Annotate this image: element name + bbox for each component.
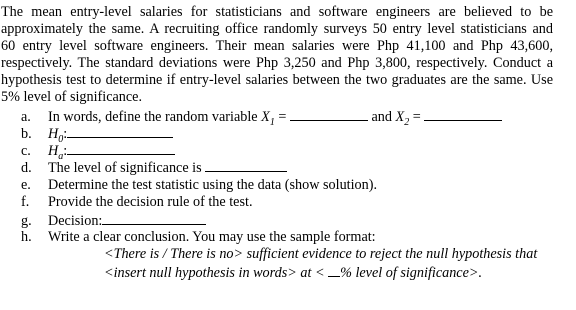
- item-letter: b.: [21, 126, 32, 142]
- item-text: Decision:: [48, 213, 103, 229]
- equals-sign: =: [409, 109, 421, 125]
- item-a: [21, 108, 502, 126]
- item-text: The level of significance is: [48, 160, 202, 176]
- equals-sign: =: [274, 109, 287, 125]
- item-text: Determine the test statistic using the data (show solution).: [48, 177, 378, 193]
- sample-format-text: <insert null hypothesis in words> at <: [104, 265, 329, 281]
- alt-hypothesis-symbol: $H_a$: [48, 143, 64, 162]
- item-g: [21, 212, 206, 230]
- item-text: Write a clear conclusion. You may use the sample format:: [48, 229, 376, 245]
- item-letter: d.: [21, 160, 32, 176]
- and-text: and: [367, 109, 396, 125]
- answer-blank-h0[interactable]: [67, 125, 173, 138]
- item-f: [21, 194, 253, 211]
- answer-blank-decision[interactable]: [102, 212, 206, 225]
- colon: :: [63, 143, 68, 159]
- paragraph-line: respectively. The standard deviations were Php 3,250 and Php 3,800, respectively. Conduct a: [1, 55, 553, 71]
- paragraph-line: The mean entry-level salaries for statisticians and software engineers are believed to be: [1, 4, 553, 20]
- sample-format-line-1: <There is / There is no> sufficient evidence to reject the null hypothesis that: [104, 246, 538, 262]
- item-c: [21, 142, 175, 160]
- item-b: [21, 125, 173, 143]
- item-e: [21, 177, 377, 194]
- item-letter: e.: [21, 177, 31, 193]
- item-letter: c.: [21, 143, 31, 159]
- answer-blank-x1[interactable]: [290, 108, 368, 121]
- item-text: Provide the decision rule of the test.: [48, 194, 253, 210]
- paragraph-line: 60 entry level software engineers. Their mean salaries were Php 41,100 and Php 43,600,: [1, 38, 553, 54]
- answer-blank-significance[interactable]: [205, 159, 287, 172]
- paragraph-line: approximately the same. A recruiting office randomly surveys 50 entry level statisticians and: [1, 21, 553, 37]
- item-letter: f.: [21, 194, 30, 210]
- item-letter: g.: [21, 213, 32, 229]
- sample-format-line-2: [104, 264, 482, 282]
- item-letter: h.: [21, 229, 32, 245]
- problem-paragraph: [1, 4, 553, 106]
- variable-x2: $X_2$: [395, 109, 410, 128]
- answer-blank-percent[interactable]: [328, 264, 340, 277]
- answer-blank-ha[interactable]: [67, 142, 175, 155]
- item-d: [21, 159, 287, 177]
- colon: :: [63, 126, 68, 142]
- variable-x1: $X_1$: [261, 109, 275, 128]
- paragraph-line: hypothesis test to determine if entry-level salaries between the two graduates are the same. Use: [1, 72, 553, 88]
- sample-format-text: % level of significance>.: [340, 265, 483, 281]
- item-text: In words, define the random variable: [48, 109, 258, 125]
- answer-blank-x2[interactable]: [424, 108, 502, 121]
- item-h: [21, 229, 376, 246]
- paragraph-line: 5% level of significance.: [1, 89, 143, 105]
- null-hypothesis-symbol: $H_0$: [48, 126, 64, 145]
- item-letter: a.: [21, 109, 31, 125]
